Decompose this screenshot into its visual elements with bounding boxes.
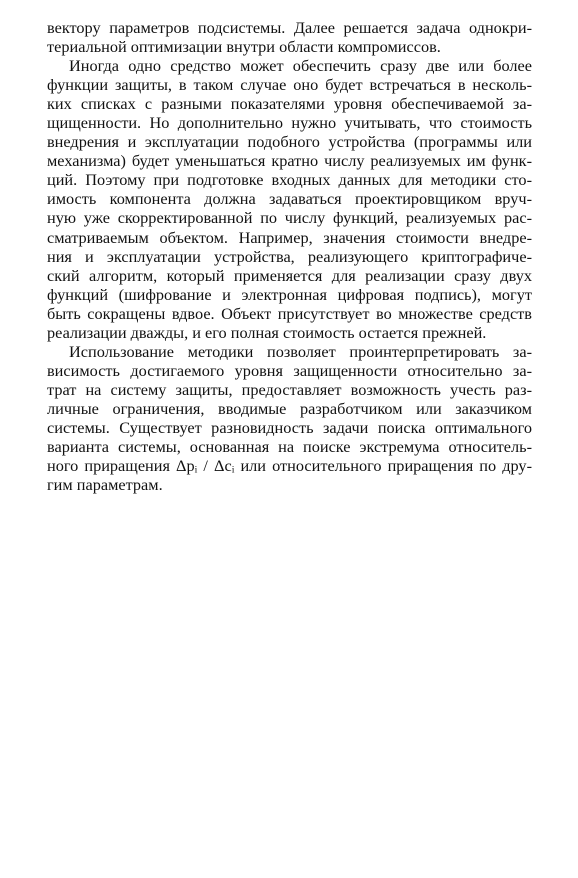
text-line: Использование методики позволяет проинтерпретировать за- (69, 341, 532, 361)
paragraph-3 (47, 342, 532, 494)
text-line: вектору параметров подсистемы. Далее решается задача однокри- (47, 18, 532, 37)
document-page (47, 18, 532, 494)
text-line: териальной оптимизации внутри области компромиссов. (47, 37, 441, 57)
text-line: внедрения и эксплуатации подобного устройства (программы или (47, 132, 532, 152)
text-line: ский алгоритм, который применяется для реализации сразу двух (47, 265, 532, 285)
paragraph-2 (47, 56, 532, 342)
text-line: ния и эксплуатации устройства, реализующего криптографиче- (47, 246, 532, 266)
text-line: щищенности. Но дополнительно нужно учитывать, что стоимость (47, 113, 532, 133)
text-line: личные ограничения, вводимые разработчиком или заказчиком (47, 398, 532, 418)
text-line: имость компонента должна задаваться проектировщиком вруч- (47, 189, 532, 209)
text-line: реализации дважды, и его полная стоимость остается прежней. (47, 322, 487, 342)
text-line: функции защиты, в таком случае оно будет встречаться в несколь- (47, 75, 532, 95)
text-line: варианта системы, основанная на поиске экстремума относитель- (47, 437, 532, 457)
text-line: ких списках с разными показателями уровня обеспечиваемой за- (47, 94, 532, 114)
text-line: быть сокращены вдвое. Объект присутствует во множестве средств (47, 303, 532, 323)
paragraph-1 (47, 18, 532, 56)
text-line: системы. Существует разновидность задачи поиска оптимального (47, 417, 532, 437)
text-line: механизма) будет уменьшаться кратно числу реализуемых им функ- (47, 151, 532, 171)
text-line: ную уже скорректированной по числу функций, реализуемых рас- (47, 208, 532, 228)
text-line: ций. Поэтому при подготовке входных данных для методики сто- (47, 170, 532, 190)
text-line: Иногда одно средство может обеспечить сразу две или более (69, 56, 532, 76)
text-line: висимость достигаемого уровня защищенности относительно за- (47, 360, 532, 380)
text-line: функций (шифрование и электронная цифровая подпись), могут (47, 284, 532, 304)
text-line: сматриваемым объектом. Например, значения стоимости внедре- (47, 227, 532, 247)
text-line: трат на систему защиты, предоставляет возможность учесть раз- (47, 379, 532, 399)
text-line: гим параметрам. (47, 475, 163, 495)
text-line: ного приращения Δpᵢ / Δcᵢ или относительного приращения по дру- (47, 456, 532, 476)
